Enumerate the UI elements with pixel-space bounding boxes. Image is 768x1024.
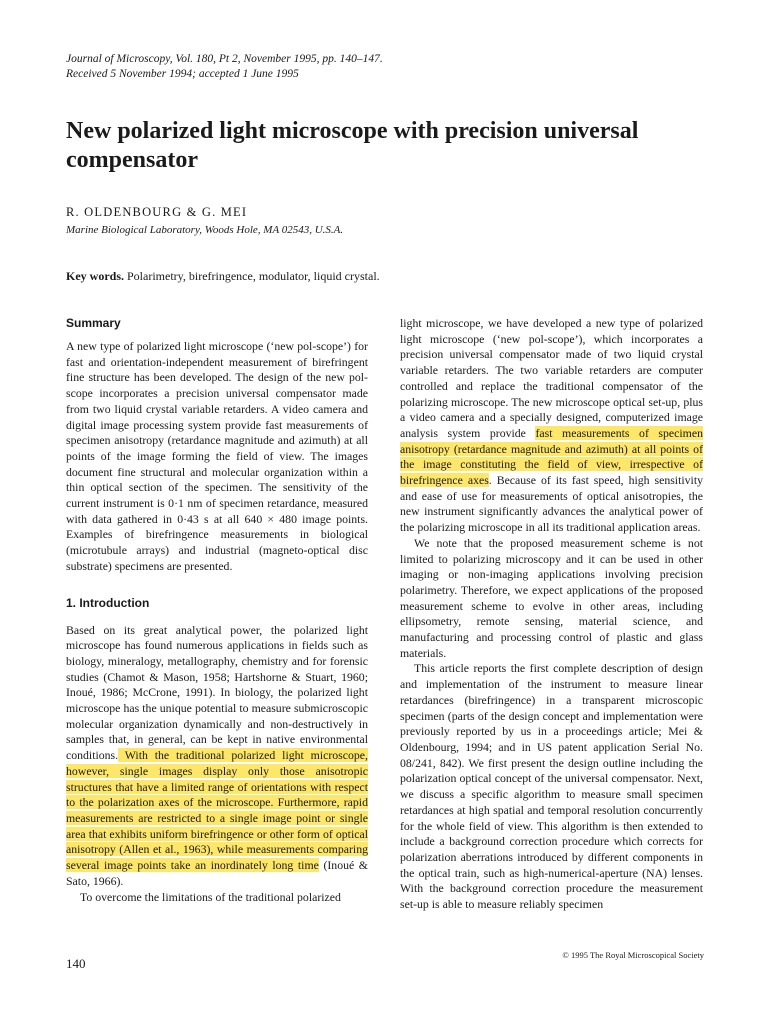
highlighted-text: With the traditional polarized light microscope, however, single images display only those anisotropic structures that have a limited range of orientations with respect to the polarization axes of the microscope. Furthermore, rapid measurements are restricted to a single image point or single area that exhibits uniform birefringence or other form of optical anisotropy (Allen et al., 1963), while measurements comparing several image points take an inordinately long time <box>66 748 368 873</box>
introduction-heading: 1. Introduction <box>66 595 150 610</box>
keywords-label: Key words. <box>66 269 124 283</box>
intro-paragraph-2-start: To overcome the limitations of the traditional polarized <box>80 889 341 904</box>
left-column <box>66 316 368 905</box>
intro-paragraph-1 <box>66 623 368 890</box>
journal-header <box>66 52 383 82</box>
intro-p2-tail: . Because of its fast speed, high sensitivity and ease of use for measurements of optical anisotropies, the new instrument significantly advances the analytical power of the polarizing microscope in all its traditional application areas. <box>400 473 703 535</box>
intro-p1-text: Based on its great analytical power, the polarized light microscope has found numerous applications in fields such as biology, mineralogy, metallography, chemistry and for forensic studies (Chamot & Mason, 1958; Hartshorne & Stuart, 1960; Inoué, 1986; McCrone, 1991). In biology, the polarized light microscope has the unique potential to measure submicroscopic molecular organization dynamically and non-destructively in samples that, in general, can be kept in native environmental conditions. <box>66 622 368 763</box>
keywords-text: Polarimetry, birefringence, modulator, liquid crystal. <box>124 269 380 283</box>
affiliation: Marine Biological Laboratory, Woods Hole, MA 02543, U.S.A. <box>66 224 344 236</box>
copyright-notice: © 1995 The Royal Microscopical Society <box>562 950 704 960</box>
highlighted-text: fast measurements of specimen anisotropy (retardance magnitude and azimuth) at all points of the image constituting the field of view, irrespective of birefringence axes <box>400 425 703 488</box>
article-title: New polarized light microscope with precision universal compensator <box>66 118 639 173</box>
page-number: 140 <box>66 956 86 971</box>
intro-p1-tail: (Inoué & Sato, 1966). <box>66 858 368 888</box>
authors: R. OLDENBOURG & G. MEI <box>66 205 248 219</box>
intro-paragraph-3: We note that the proposed measurement scheme is not limited to polarizing microscopy and it can be used in other imaging or non-imaging applications involving precision polarimetry. Therefore, we expect applications of the proposed measurement scheme to evolve in other areas, including ellipsometry, remote sensing, material science, and manufacturing and processing control of plastic and glass materials. <box>400 535 703 660</box>
keywords <box>66 269 380 284</box>
summary-text: A new type of polarized light microscope (‘new pol-scope’) for fast and orientation-independent measurement of birefringent fine structure has been developed. The design of the new pol-scope incorporates a precision universal compensator made from two liquid crystal variable retarders. A video camera and digital image processing system provide fast measurements of specimen anisotropy (retardance magnitude and azimuth) at all points of the image forming the field of view. The images document fine structural and molecular organization within a thin optical section of the specimen. The sensitivity of the current instrument is 0·1 nm of specimen retardance, measured with data gathered in 0·43 s at all 640 × 480 image points. Examples of birefringence measurements in biological (microtubule arrays) and industrial (magneto-optical disc substrate) specimens are presented. <box>66 339 368 573</box>
intro-paragraph-4: This article reports the first complete description of design and implementation of the instrument to measure linear retardances (birefringence) in a transparent microscopic specimen (parts of the design concept and implementation were previously reported by us in a proceedings article; Mei & Oldenbourg, 1994; and in US patent application Serial No. 08/241, 842). We first present the design outline including the polarization optical concept of the universal compensator. Next, we discuss a specific algorithm to measure small specimen retardances at high spatial and temporal resolution concurrently for the whole field of view. This algorithm is then extended to include a background correction procedure which corrects for polarization aberrations introduced by different components in the optical train, such as high-numerical-aperture (NA) lenses. With the background correction procedure the measurement set-up is able to measure reliably specimen <box>400 661 703 912</box>
journal-citation: Journal of Microscopy, Vol. 180, Pt 2, November 1995, pp. 140–147. <box>66 53 383 65</box>
received-dates: Received 5 November 1994; accepted 1 June 1995 <box>66 68 299 80</box>
right-column <box>400 316 703 913</box>
intro-paragraph-2-cont <box>400 316 703 536</box>
summary-heading: Summary <box>66 316 121 330</box>
intro-p2-text: light microscope, we have developed a new type of polarized light microscope (‘new pol-scope’), which incorporates a precision universal compensator made of two liquid crystal variable retarders. The two variable retarders are computer controlled and replace the traditional compensator of the polarizing microscope. The new microscope optical set-up, plus a video camera and a specially designed, computerized image analysis system provide <box>400 316 703 440</box>
